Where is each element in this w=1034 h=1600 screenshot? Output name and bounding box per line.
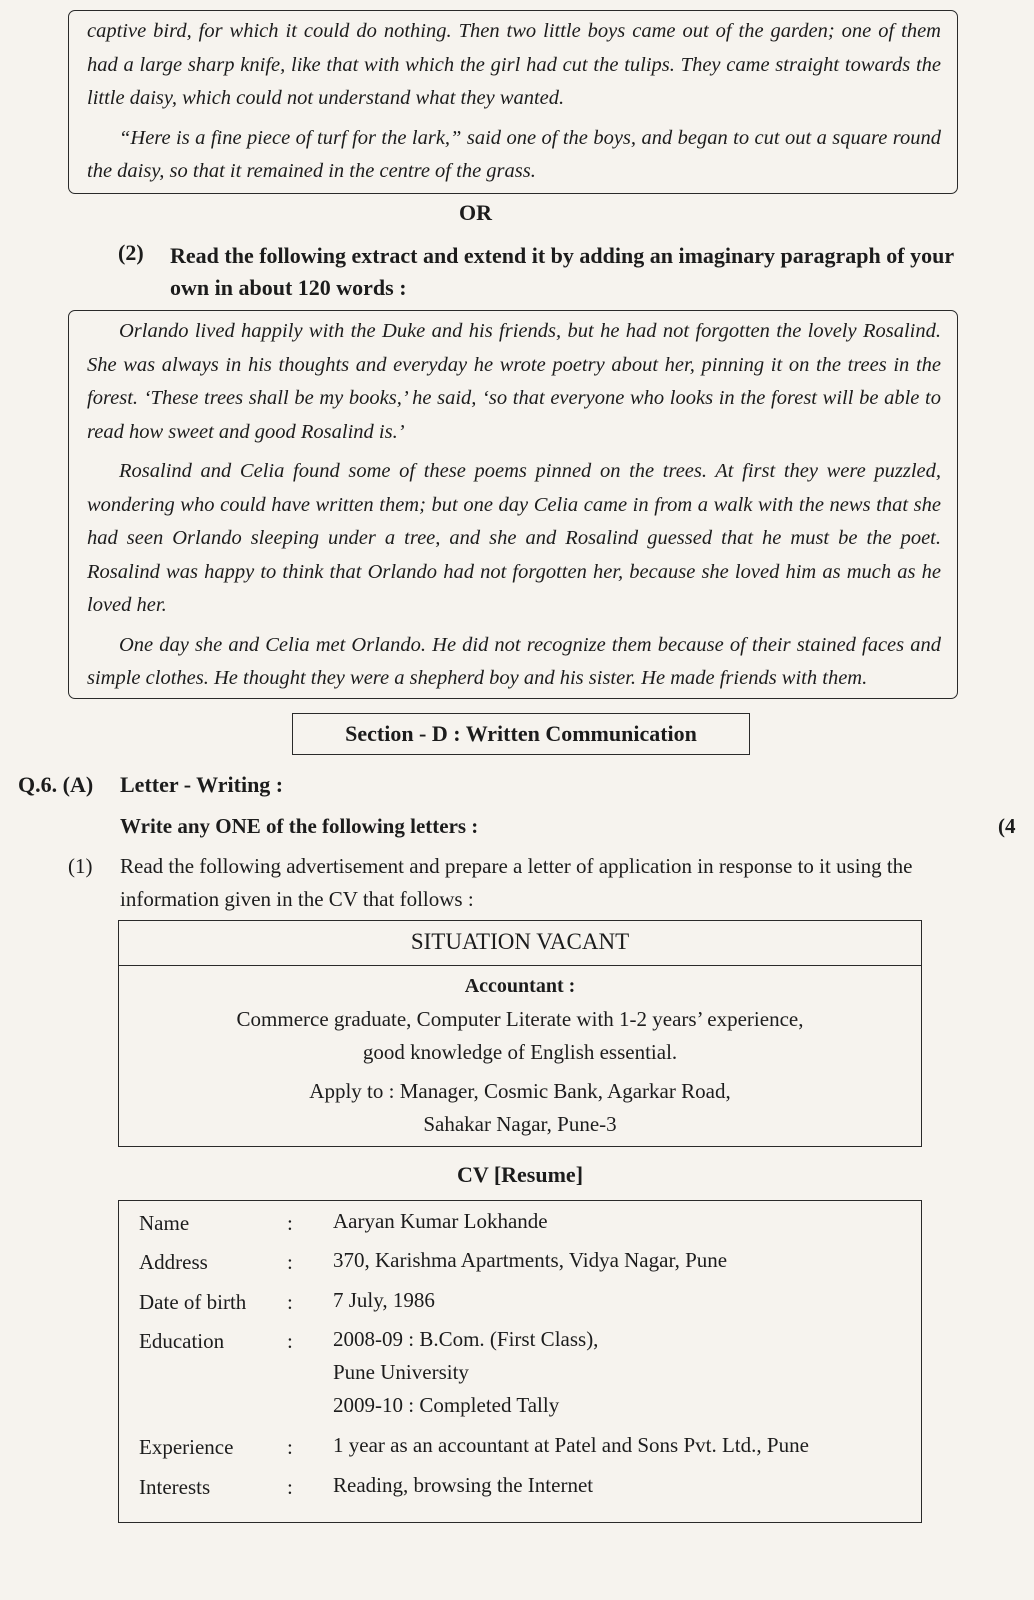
- cv-address: 370, Karishma Apartments, Vidya Nagar, Pune: [333, 1248, 728, 1272]
- or-label: OR: [459, 200, 492, 225]
- advertisement-box: [118, 920, 922, 1147]
- extract-1-paragraph: “Here is a fine piece of turf for the lark,” said one of the boys, and began to cut out a square round the daisy, so that it remained in the centre of the grass.: [87, 126, 941, 182]
- advert-address: Sahakar Nagar, Pune-3: [423, 1112, 617, 1136]
- cv-dob: 7 July, 1986: [333, 1288, 435, 1312]
- section-d-title: Section - D : Written Communication: [345, 721, 697, 746]
- cv-education: 2009-10 : Completed Tally: [333, 1393, 560, 1417]
- q6-item-number: (1): [68, 854, 93, 878]
- cv-education-label: Education: [139, 1329, 225, 1353]
- cv-heading: CV [Resume]: [456, 1162, 584, 1187]
- advert-heading: SITUATION VACANT: [410, 929, 630, 954]
- q6-instruction: Write any ONE of the following letters :: [120, 814, 479, 838]
- cv-interests-label: Interests: [139, 1475, 211, 1499]
- cv-experience: 1 year as an accountant at Patel and Sons Pvt. Ltd., Pune: [333, 1433, 809, 1457]
- cv-interests: Reading, browsing the Internet: [333, 1473, 594, 1497]
- cv-experience-label: Experience: [139, 1435, 234, 1459]
- extract-2-paragraph: One day she and Celia met Orlando. He did not recognize them because of their stained faces and simple clothes. He thought they were a shepherd boy and his sister. He made friends with them.: [87, 633, 941, 689]
- cv-address-label: Address: [139, 1250, 208, 1274]
- advert-requirements: good knowledge of English essential.: [362, 1040, 678, 1064]
- cv-colon: :: [287, 1329, 293, 1353]
- q2-instruction: Read the following extract and extend it by adding an imaginary paragraph of your own in about 120 words :: [170, 243, 954, 300]
- extract-2-paragraph: Orlando lived happily with the Duke and his friends, but he had not forgotten the lovely Rosalind. She was always in his thoughts and everyday he wrote poetry about her, pinning it on the trees in the forest. ‘These trees shall be my books,’ he said, ‘so that everyone who looks in the forest will be able to read how sweet and good Rosalind is.’: [87, 320, 941, 443]
- cv-education: Pune University: [333, 1360, 469, 1384]
- q6-label: Q.6. (A): [18, 772, 94, 797]
- advert-requirements: Commerce graduate, Computer Literate with 1-2 years’ experience,: [236, 1007, 804, 1031]
- extract-1-paragraph: captive bird, for which it could do nothing. Then two little boys came out of the garden; one of them had a large sharp knife, like that with which the girl had cut the tulips. They came straight towards the little daisy, which could not understand what they wanted.: [87, 20, 941, 109]
- cv-name-label: Name: [139, 1211, 190, 1235]
- cv-colon: :: [287, 1290, 293, 1314]
- q6-title: Letter - Writing :: [120, 772, 284, 797]
- advert-position: Accountant :: [464, 975, 576, 997]
- q6-marks: (4: [998, 814, 1016, 838]
- advert-apply: Apply to : Manager, Cosmic Bank, Agarkar Road,: [309, 1079, 731, 1103]
- extract-box-2: [68, 310, 958, 699]
- advert-divider: [119, 965, 921, 966]
- section-d-heading: [292, 713, 750, 755]
- cv-colon: :: [287, 1435, 293, 1459]
- extract-box-1: [68, 10, 958, 194]
- cv-box: [118, 1200, 922, 1523]
- q2-number: (2): [118, 240, 144, 265]
- cv-colon: :: [287, 1211, 293, 1235]
- cv-dob-label: Date of birth: [139, 1290, 247, 1314]
- cv-education: 2008-09 : B.Com. (First Class),: [333, 1327, 599, 1351]
- q6-item-text: Read the following advertisement and prepare a letter of application in response to it using the information given in the CV that follows :: [120, 854, 913, 911]
- cv-colon: :: [287, 1250, 293, 1274]
- cv-name: Aaryan Kumar Lokhande: [333, 1209, 548, 1233]
- cv-colon: :: [287, 1475, 293, 1499]
- extract-2-paragraph: Rosalind and Celia found some of these poems pinned on the trees. At first they were puzzled, wondering who could have written them; but one day Celia came in from a walk with the news that she had seen Orlando sleeping under a tree, and she and Rosalind guessed that he must be the poet. Rosalind was happy to think that Orlando had not forgotten her, because she loved him as much as he loved her.: [87, 460, 941, 616]
